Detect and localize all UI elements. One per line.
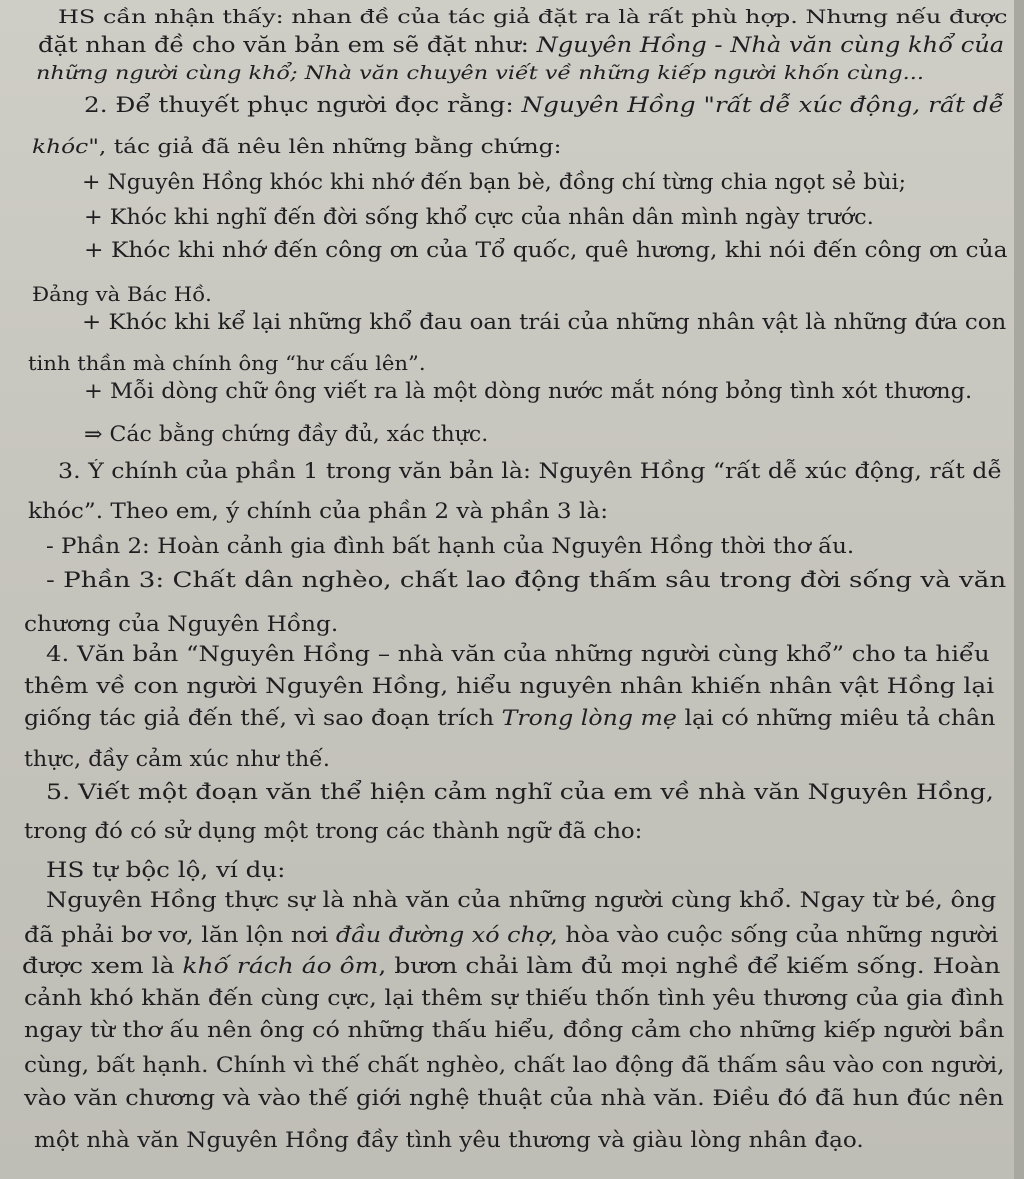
text-line xyxy=(24,673,994,699)
text-segment: , bươn chải làm đủ mọi nghề để kiếm sống. Hoàn xyxy=(378,954,1001,978)
text-line xyxy=(22,953,1000,979)
text-segment: , hòa vào cuộc sống của những người xyxy=(550,923,999,947)
text-line xyxy=(24,746,330,772)
text-line xyxy=(46,887,996,913)
text-segment: - Phần 2: Hoàn cảnh gia đình bất hạnh của Nguyên Hồng thời thơ ấu. xyxy=(46,534,855,558)
text-segment: 4. Văn bản “Nguyên Hồng – nhà văn của những người cùng khổ” cho ta hiểu xyxy=(46,642,990,666)
text-line xyxy=(84,378,972,404)
text-line xyxy=(24,705,995,731)
italic-text: Trong lòng mẹ xyxy=(501,706,677,730)
italic-text: đầu đường xó chợ xyxy=(335,923,551,947)
italic-text: khóc xyxy=(32,134,89,158)
text-segment: trong đó có sử dụng một trong các thành ngữ đã cho: xyxy=(24,819,643,843)
text-segment: + Nguyên Hồng khóc khi nhớ đến bạn bè, đồng chí từng chia ngọt sẻ bùi; xyxy=(82,170,906,194)
text-segment: ngay từ thơ ấu nên ông có những thấu hiểu, đồng cảm cho những kiếp người bần xyxy=(24,1018,1005,1042)
text-segment: 2. Để thuyết phục người đọc rằng: xyxy=(84,93,522,117)
text-segment: 5. Viết một đoạn văn thể hiện cảm nghĩ của em về nhà văn Nguyên Hồng, xyxy=(46,780,994,804)
text-line xyxy=(24,985,1004,1011)
text-line xyxy=(34,1127,864,1153)
text-segment: khóc”. Theo em, ý chính của phần 2 và phần 3 là: xyxy=(28,499,609,523)
text-line xyxy=(58,4,1008,30)
text-line xyxy=(28,350,426,376)
text-line xyxy=(46,779,994,805)
text-segment: + Khóc khi nghĩ đến đời sống khổ cực của nhân dân mình ngày trước. xyxy=(84,205,874,229)
text-line xyxy=(46,641,990,667)
text-segment: thêm về con người Nguyên Hồng, hiểu nguyên nhân khiến nhân vật Hồng lại xyxy=(24,674,995,698)
text-line xyxy=(36,60,924,86)
text-segment: cảnh khó khăn đến cùng cực, lại thêm sự thiếu thốn tình yêu thương của gia đình xyxy=(24,986,1005,1010)
text-line xyxy=(24,818,642,844)
page-edge xyxy=(1014,0,1024,1179)
text-line xyxy=(32,281,212,307)
text-segment: đã phải bơ vơ, lăn lộn nơi xyxy=(24,923,336,947)
italic-text: Nguyên Hồng - Nhà văn cùng khổ của xyxy=(536,33,1005,57)
text-line xyxy=(46,533,854,559)
text-line xyxy=(24,922,998,948)
text-segment: thực, đầy cảm xúc như thế. xyxy=(24,747,330,771)
text-line xyxy=(58,458,1002,484)
text-segment: được xem là xyxy=(22,954,183,978)
text-segment: HS cần nhận thấy: nhan đề của tác giả đặt ra là rất phù hợp. Nhưng nếu được xyxy=(58,6,1008,28)
text-line xyxy=(46,857,285,883)
text-line xyxy=(84,204,874,230)
text-line xyxy=(28,498,608,524)
text-line xyxy=(46,567,1006,593)
text-segment: Nguyên Hồng thực sự là nhà văn của những người cùng khổ. Ngay từ bé, ông xyxy=(46,888,997,912)
text-segment: + Khóc khi kể lại những khổ đau oan trái của những nhân vật là những đứa con xyxy=(82,310,1007,334)
text-segment: chương của Nguyên Hồng. xyxy=(24,612,339,636)
text-segment: HS tự bộc lộ, ví dụ: xyxy=(46,858,286,882)
text-line xyxy=(84,421,488,447)
text-line xyxy=(24,1052,1005,1078)
text-segment: giống tác giả đến thế, vì sao đoạn trích xyxy=(24,706,502,730)
text-line xyxy=(82,309,1006,335)
text-segment: + Mỗi dòng chữ ông viết ra là một dòng nước mắt nóng bỏng tình xót thương. xyxy=(84,379,973,403)
text-segment: ", tác giả đã nêu lên những bằng chứng: xyxy=(88,134,562,158)
text-segment: vào văn chương và vào thế giới nghệ thuật của nhà văn. Điều đó đã hun đúc nên xyxy=(24,1086,1004,1110)
text-segment: tinh thần mà chính ông “hư cấu lên”. xyxy=(28,351,426,375)
text-segment: - Phần 3: Chất dân nghèo, chất lao động thấm sâu trong đời sống và văn xyxy=(46,568,1007,592)
text-line xyxy=(84,92,1004,118)
text-line xyxy=(38,32,1004,58)
text-line xyxy=(82,169,906,195)
italic-text: những người cùng khổ; Nhà văn chuyên viết về những kiếp người khốn cùng... xyxy=(36,62,924,84)
text-segment: + Khóc khi nhớ đến công ơn của Tổ quốc, quê hương, khi nói đến công ơn của xyxy=(84,238,1008,262)
text-segment: lại có những miêu tả chân xyxy=(676,706,996,730)
text-segment: ⇒ Các bằng chứng đầy đủ, xác thực. xyxy=(84,422,489,446)
text-line xyxy=(24,611,338,637)
text-segment: một nhà văn Nguyên Hồng đầy tình yêu thương và giàu lòng nhân đạo. xyxy=(34,1128,864,1152)
text-segment: 3. Ý chính của phần 1 trong văn bản là: Nguyên Hồng “rất dễ xúc động, rất dễ xyxy=(58,459,1003,483)
italic-text: Nguyên Hồng "rất dễ xúc động, rất dễ xyxy=(521,93,1004,117)
text-line xyxy=(84,237,1007,263)
text-segment: Đảng và Bác Hồ. xyxy=(32,282,212,306)
text-segment: đặt nhan đề cho văn bản em sẽ đặt như: xyxy=(38,33,537,57)
text-line xyxy=(32,133,561,159)
text-line xyxy=(24,1085,1004,1111)
text-segment: cùng, bất hạnh. Chính vì thế chất nghèo, chất lao động đã thấm sâu vào con người, xyxy=(24,1053,1005,1077)
text-line xyxy=(24,1017,1004,1043)
italic-text: khố rách áo ôm xyxy=(182,954,379,978)
